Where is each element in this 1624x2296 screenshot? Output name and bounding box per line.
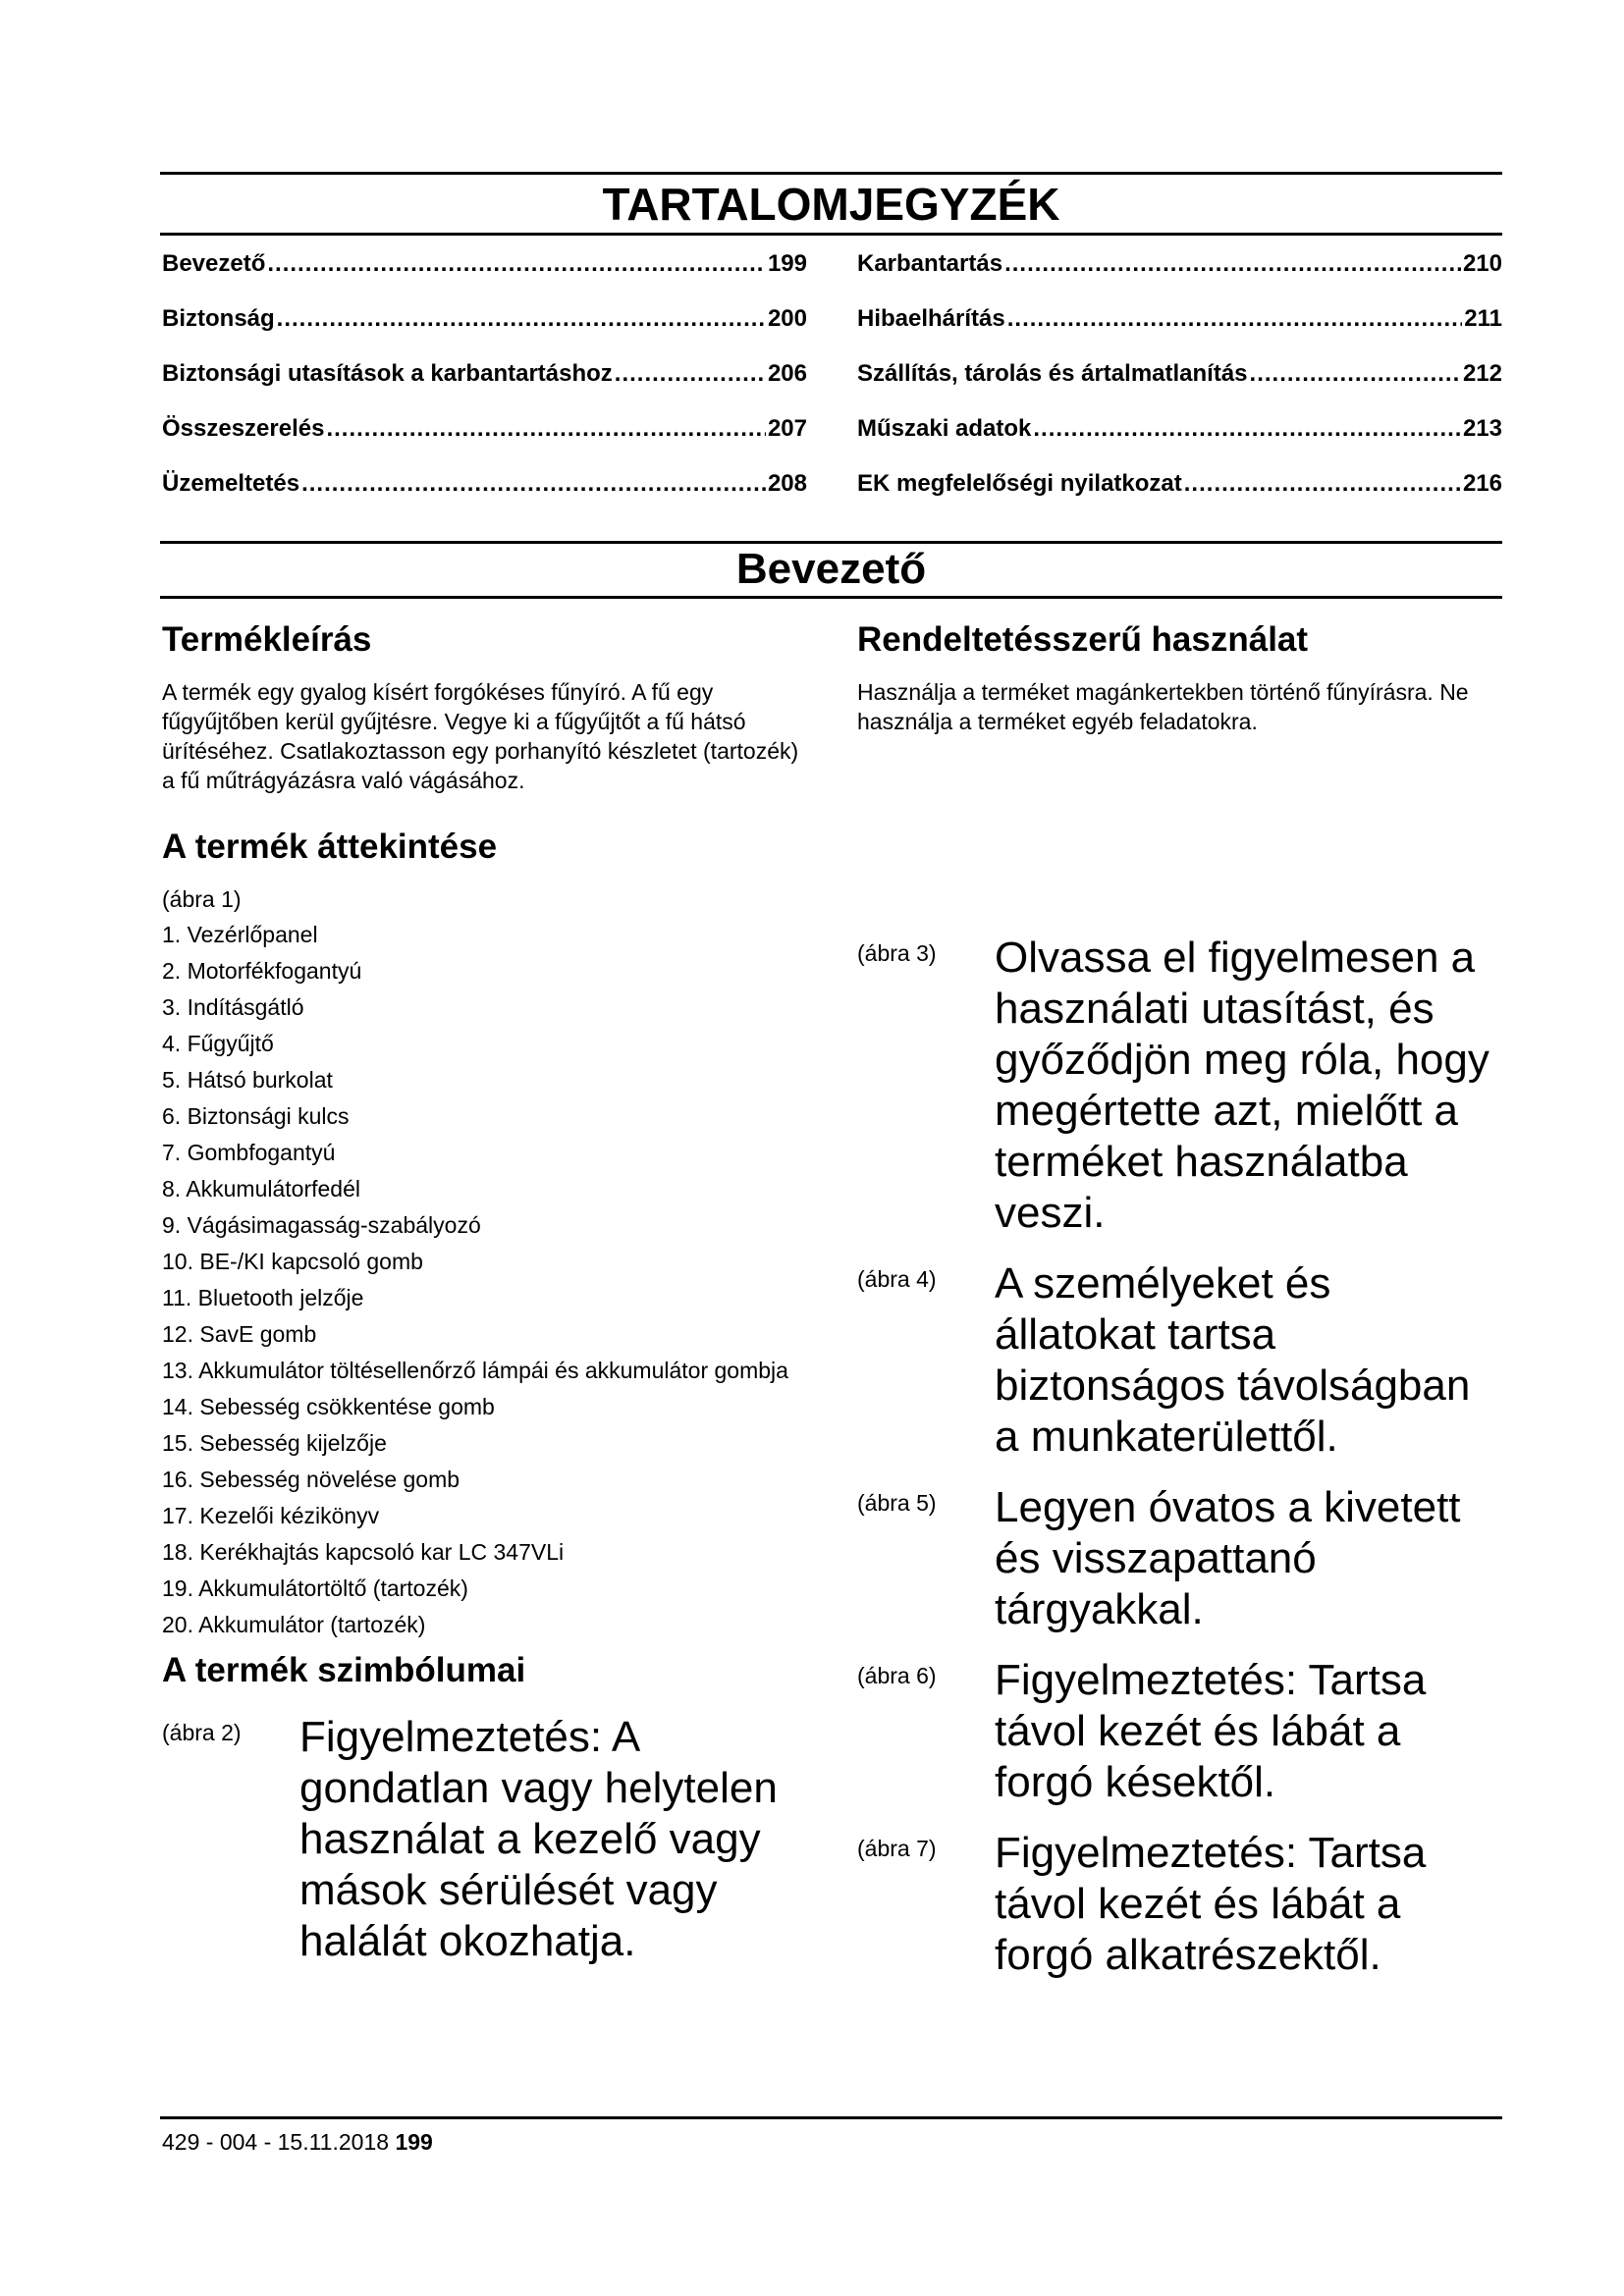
symbol-item (857, 1258, 1502, 1463)
list-item: 15. Sebesség kijelzője (162, 1429, 387, 1456)
toc-top-rule (160, 172, 1502, 175)
list-item: 5. Hátsó burkolat (162, 1066, 333, 1093)
toc-leader (1004, 250, 1461, 278)
list-item: 11. Bluetooth jelzője (162, 1284, 364, 1310)
symbol-item (857, 933, 1502, 1239)
list-item: 4. Fűgyűjtő (162, 1030, 274, 1056)
symbol-text: Figyelmeztetés: Tartsa távol kezét és lábát a forgó késektől. (995, 1656, 1427, 1807)
toc-entry-page: 208 (767, 470, 807, 497)
toc-leader (615, 360, 766, 388)
list-item: 17. Kezelői kézikönyv (162, 1502, 380, 1528)
left-column (162, 620, 800, 1967)
toc-entry-page: 199 (767, 250, 807, 277)
list-item: 2. Motorfékfogantyú (162, 957, 362, 984)
toc-entry-label: Biztonsági utasítások a karbantartáshoz (162, 360, 613, 387)
toc-left-column (162, 250, 807, 525)
symbol-text: Olvassa el figyelmesen a használati utasítást, és győződjön meg róla, hogy megértette azt, mielőtt a terméket használatba veszi. (995, 934, 1489, 1238)
toc-entry[interactable] (162, 415, 807, 470)
toc-entry-page: 200 (767, 305, 807, 332)
toc-leader (1184, 470, 1461, 498)
toc-leader (326, 415, 765, 443)
toc-entry-page: 210 (1462, 250, 1502, 277)
list-item: 13. Akkumulátor töltésellenőrző lámpái és akkumulátor gombja (162, 1357, 788, 1383)
toc-entry-label: Biztonság (162, 305, 275, 332)
symbol-item (857, 1482, 1502, 1635)
toc-entry[interactable] (857, 415, 1502, 470)
symbol-item (857, 1828, 1502, 1981)
list-item: 6. Biztonsági kulcs (162, 1102, 350, 1129)
intro-bottom-rule (160, 596, 1502, 599)
toc-entry[interactable] (162, 305, 807, 360)
toc-entry[interactable] (857, 250, 1502, 305)
footer-rule (160, 2116, 1502, 2119)
toc-entry-page: 211 (1464, 305, 1502, 332)
list-item: 10. BE-/KI kapcsoló gomb (162, 1248, 423, 1274)
footer-page-number: 199 (395, 2129, 433, 2155)
toc-entry-label: Összeszerelés (162, 415, 325, 442)
toc-entry-page: 216 (1462, 470, 1502, 497)
overview-heading: A termék áttekintése (162, 828, 498, 867)
symbol-figure-ref: (ábra 3) (857, 940, 937, 967)
intro-title: Bevezető (735, 545, 927, 593)
toc-entry-label: Műszaki adatok (857, 415, 1032, 442)
toc-leader (1250, 360, 1461, 388)
toc-leader (277, 305, 766, 333)
list-item: 1. Vezérlőpanel (162, 921, 318, 947)
toc-entry-page: 206 (767, 360, 807, 387)
list-item: 14. Sebesség csökkentése gomb (162, 1393, 495, 1419)
toc-right-column (857, 250, 1502, 525)
toc-entry-label: Szállítás, tárolás és ártalmatlanítás (857, 360, 1248, 387)
toc-entry[interactable] (857, 470, 1502, 525)
toc-entry-label: Üzemeltetés (162, 470, 300, 497)
toc-entry-page: 212 (1462, 360, 1502, 387)
list-item: 7. Gombfogantyú (162, 1139, 336, 1165)
list-item: 16. Sebesség növelése gomb (162, 1466, 460, 1492)
page-footer (162, 2129, 433, 2156)
list-item: 20. Akkumulátor (tartozék) (162, 1611, 426, 1637)
intended-use-text: Használja a terméket magánkertekben történő fűnyírásra. Ne használja a terméket egyéb feladatokra. (857, 679, 1469, 735)
description-heading: Termékleírás (162, 620, 372, 659)
toc-entry[interactable] (162, 470, 807, 525)
toc-entry[interactable] (857, 360, 1502, 415)
intro-top-rule (160, 541, 1502, 544)
list-item: 3. Indításgátló (162, 993, 304, 1020)
symbol-text: Figyelmeztetés: A gondatlan vagy helytelen használat a kezelő vagy mások sérülését vagy halálát okozhatja. (299, 1712, 778, 1965)
right-column (857, 620, 1502, 1981)
symbol-text: A személyeket és állatokat tartsa biztonságos távolságban a munkaterülettől. (995, 1259, 1471, 1462)
symbol-figure-ref: (ábra 7) (857, 1836, 937, 1862)
symbol-text: Figyelmeztetés: Tartsa távol kezét és lábát a forgó alkatrészektől. (995, 1829, 1427, 1980)
toc-bottom-rule (160, 233, 1502, 236)
toc-entry[interactable] (857, 305, 1502, 360)
symbol-figure-ref: (ábra 6) (857, 1663, 937, 1689)
toc-entry-page: 213 (1462, 415, 1502, 442)
symbol-figure-ref: (ábra 4) (857, 1266, 937, 1293)
list-item: 9. Vágásimagasság-szabályozó (162, 1211, 481, 1238)
list-item: 19. Akkumulátortöltő (tartozék) (162, 1575, 468, 1601)
toc-entry-label: EK megfelelőségi nyilatkozat (857, 470, 1182, 497)
symbol-item (857, 1655, 1502, 1808)
overview-figure-ref: (ábra 1) (162, 885, 242, 912)
list-item: 18. Kerékhajtás kapcsoló kar LC 347VLi (162, 1538, 565, 1565)
toc-leader (1007, 305, 1463, 333)
description-text: A termék egy gyalog kísért forgókéses fűnyíró. A fű egy fűgyűjtőben kerül gyűjtésre. Vegye ki a fűgyűjtőt a fű hátsó ürítéséhez. Csatlakoztasson egy porhanyító készletet (tartozék) a fű műtrágyázásra való vágásához. (162, 679, 799, 794)
toc-entry-page: 207 (767, 415, 807, 442)
symbol-item (162, 1712, 800, 1967)
symbol-figure-ref: (ábra 5) (857, 1490, 937, 1517)
overview-list (162, 920, 800, 1639)
symbol-text: Legyen óvatos a kivetett és visszapattanó tárgyakkal. (995, 1483, 1461, 1634)
toc-leader (301, 470, 766, 498)
intended-use-heading: Rendeltetésszerű használat (857, 620, 1309, 659)
toc-entry-label: Bevezető (162, 250, 266, 277)
list-item: 12. SavE gomb (162, 1320, 317, 1347)
toc-leader (1033, 415, 1461, 443)
toc-entry-label: Hibaelhárítás (857, 305, 1005, 332)
toc-entry[interactable] (162, 250, 807, 305)
symbol-figure-ref: (ábra 2) (162, 1719, 242, 1745)
toc-entry-label: Karbantartás (857, 250, 1003, 277)
toc-title: TARTALOMJEGYZÉK (602, 179, 1060, 230)
symbols-heading: A termék szimbólumai (162, 1650, 526, 1689)
list-item: 8. Akkumulátorfedél (162, 1175, 361, 1201)
toc-entry[interactable] (162, 360, 807, 415)
footer-doc-ref: 429 - 004 - 15.11.2018 (162, 2129, 390, 2155)
toc-leader (267, 250, 766, 278)
